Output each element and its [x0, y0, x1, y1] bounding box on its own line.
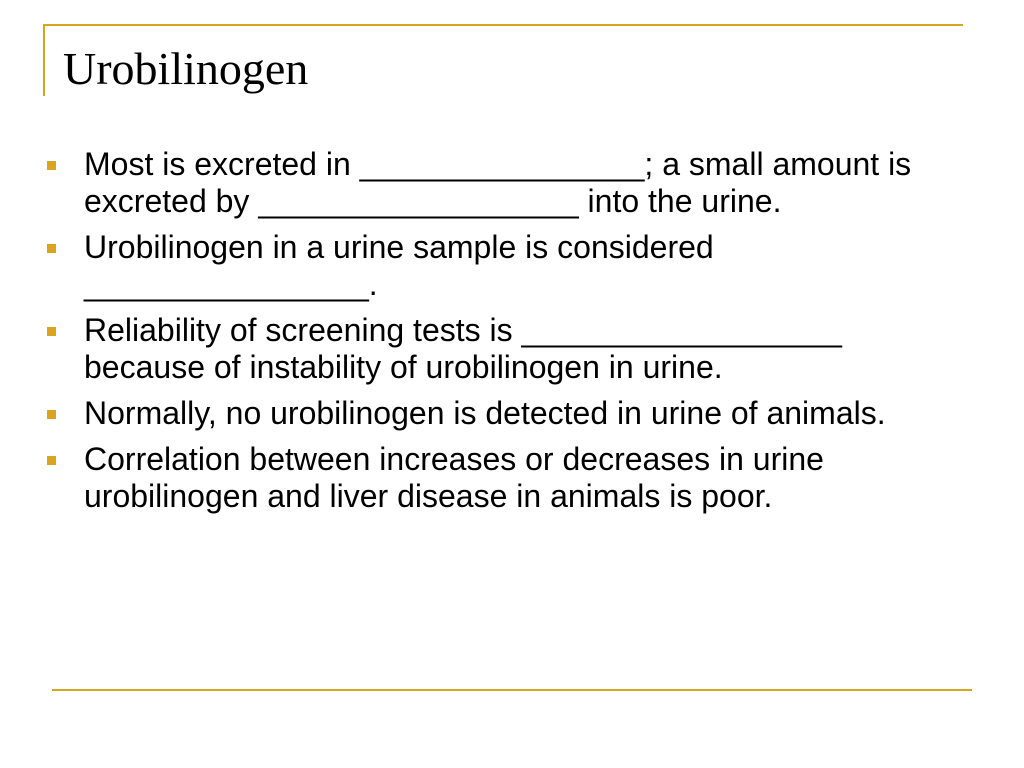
bullet-text: Normally, no urobilinogen is detected in urine of animals.	[84, 395, 886, 431]
bullet-item	[40, 312, 960, 386]
square-bullet-icon	[47, 327, 56, 336]
bullet-text: Most is excreted in ________________; a small amount is excreted by __________________ into the urine.	[84, 146, 912, 219]
bullet-item	[40, 441, 960, 515]
bullet-item	[40, 229, 960, 303]
bottom-accent-line	[52, 689, 972, 691]
bullet-item	[40, 395, 960, 432]
bullet-text: Reliability of screening tests is __________________ because of instability of urobilinogen in urine.	[84, 312, 842, 385]
slide-title: Urobilinogen	[63, 43, 309, 94]
square-bullet-icon	[47, 456, 56, 465]
bullet-item	[40, 146, 960, 220]
top-accent-line	[43, 24, 963, 26]
bullet-text: Correlation between increases or decreases in urine urobilinogen and liver disease in animals is poor.	[84, 441, 824, 514]
left-accent-line	[43, 24, 45, 96]
bullet-list	[40, 146, 960, 524]
square-bullet-icon	[47, 244, 56, 253]
bullet-text: Urobilinogen in a urine sample is considered ________________.	[84, 229, 714, 302]
square-bullet-icon	[47, 161, 56, 170]
square-bullet-icon	[47, 410, 56, 419]
